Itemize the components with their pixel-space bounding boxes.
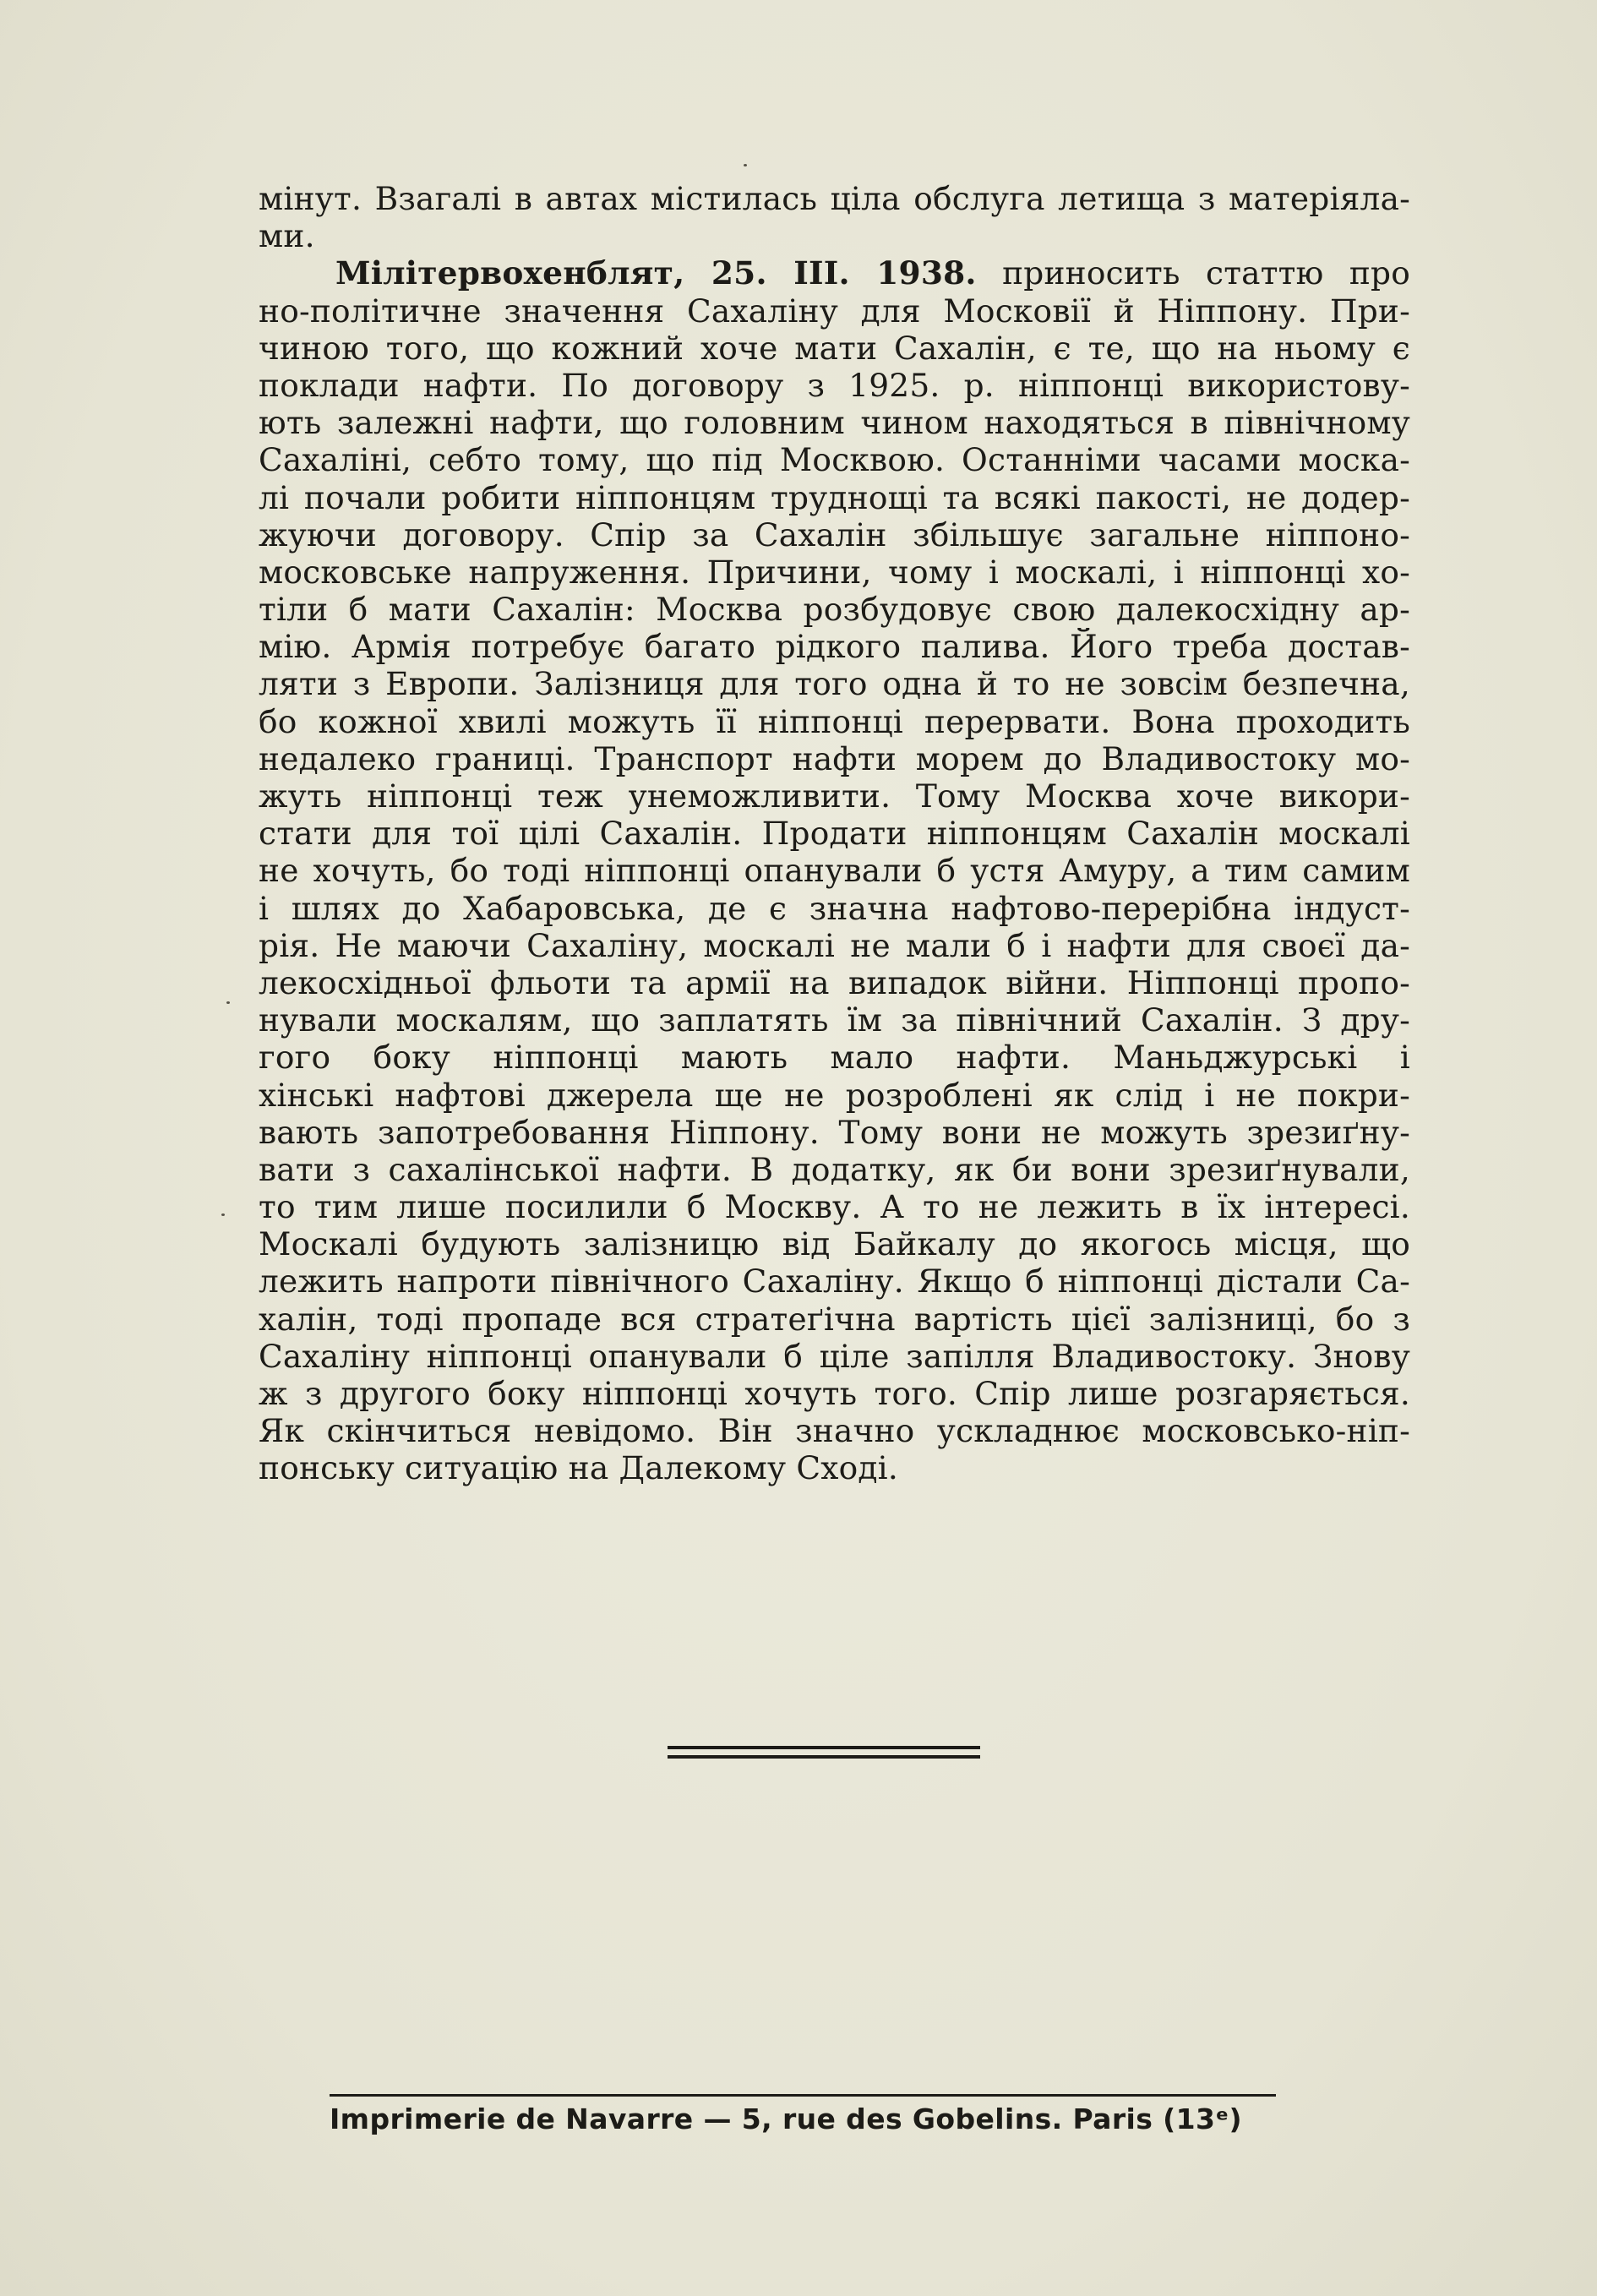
text-line: ми. xyxy=(259,217,315,255)
text-line: рія. Не маючи Сахаліну, москалі не мали б і нафти для своєї да- xyxy=(259,926,1410,964)
text-line: жуть ніппонці теж унеможливити. Тому Москва хоче викори- xyxy=(259,777,1410,815)
text-line: приносить статтю про xyxy=(1002,254,1410,292)
text-line: бо кожної хвилі можуть її ніппонці перервати. Вона проходить xyxy=(259,702,1410,740)
text-line: і шлях до Хабаровська, де є значна нафтово-перерібна індуст- xyxy=(259,889,1410,927)
text-line: чиною того, що кожний хоче мати Сахалін, є те, що на ньому є xyxy=(259,329,1410,367)
text-line: тіли б мати Сахалін: Москва розбудовує свою далекосхідну ар- xyxy=(259,591,1410,629)
source-heading: Мілітервохенблят, 25. III. 1938. xyxy=(335,254,977,292)
text-line: недалеко границі. Транспорт нафти морем до Владивостоку мо- xyxy=(259,739,1410,777)
text-line: жуючи договору. Спір за Сахалін збільшує загальне ніппоно- xyxy=(259,515,1410,554)
text-line: Москалі будують залізницю від Байкалу до якогось місця, що xyxy=(259,1225,1410,1263)
body-text xyxy=(259,180,1410,1487)
text-line: хінські нафтові джерела ще не розроблені як слід і не покри- xyxy=(259,1076,1410,1114)
divider-rule xyxy=(668,1746,980,1749)
text-line: ють залежні нафти, що головним чином находяться в північному xyxy=(259,404,1410,442)
text-line: Сахаліну ніппонці опанували б ціле запілля Владивостоку. Знову xyxy=(259,1337,1410,1375)
text-line: понську ситуацію на Далекому Сході. xyxy=(259,1449,898,1487)
text-line: ж з другого боку ніппонці хочуть того. Спір лише розгаряється. xyxy=(259,1375,1410,1412)
ink-speck xyxy=(744,164,747,166)
text-line: ляти з Европи. Залізниця для того одна й то не зовсім безпечна, xyxy=(259,665,1410,703)
text-line: стати для тої цілі Сахалін. Продати ніппонцям Сахалін москалі xyxy=(259,815,1410,853)
text-line: не хочуть, бо тоді ніппонці опанували б устя Амуру, а тим самим xyxy=(259,852,1410,890)
text-line: московське напруження. Причини, чому і москалі, і ніппонці хо- xyxy=(259,553,1410,591)
printer-imprint: Imprimerie de Navarre — 5, rue des Gobelins. Paris (13ᵉ) xyxy=(330,2102,1243,2135)
text-line: лежить напроти північного Сахаліну. Якщо б ніппонці дістали Са- xyxy=(259,1263,1410,1301)
text-line: лекосхідньої фльоти та армії на випадок війни. Ніппонці пропо- xyxy=(259,963,1410,1001)
divider-rule xyxy=(668,1755,980,1759)
text-line: лі почали робити ніппонцям труднощі та всякі пакості, не додер- xyxy=(259,478,1410,516)
text-line: вають запотребовання Ніппону. Тому вони не можуть зрезиґну- xyxy=(259,1113,1410,1151)
text-line: но-політичне значення Сахаліну для Московії й Ніппону. При- xyxy=(259,292,1410,330)
text-line: Як скінчиться невідомо. Він значно ускладнює московсько-ніп- xyxy=(259,1412,1410,1450)
paragraph-first-line xyxy=(259,254,1410,292)
text-line: то тим лише посилили б Москву. А то не лежить в їх інтересі. xyxy=(259,1188,1410,1226)
text-line: нували москалям, що заплатять їм за північний Сахалін. З дру- xyxy=(259,1001,1410,1039)
text-line: гого боку ніппонці мають мало нафти. Маньджурські і xyxy=(259,1039,1410,1077)
text-line: мію. Армія потребує багато рідкого палива. Його треба достав- xyxy=(259,628,1410,666)
text-line: поклади нафти. По договору з 1925. р. ніппонці використову- xyxy=(259,366,1410,404)
ink-speck xyxy=(221,1213,225,1216)
section-divider xyxy=(668,1746,980,1764)
text-line: вати з сахалінської нафти. В додатку, як би вони зрезиґнували, xyxy=(259,1150,1410,1188)
text-line: мінут. Взагалі в автах містилась ціла обслуга летища з матеріяла- xyxy=(259,180,1410,217)
footer-rule xyxy=(330,2094,1276,2097)
text-line: Сахаліні, себто тому, що під Москвою. Останніми часами моска- xyxy=(259,441,1410,479)
ink-speck xyxy=(226,1001,230,1004)
text-line: халін, тоді пропаде вся стратеґічна вартість цієї залізниці, бо з xyxy=(259,1300,1410,1338)
